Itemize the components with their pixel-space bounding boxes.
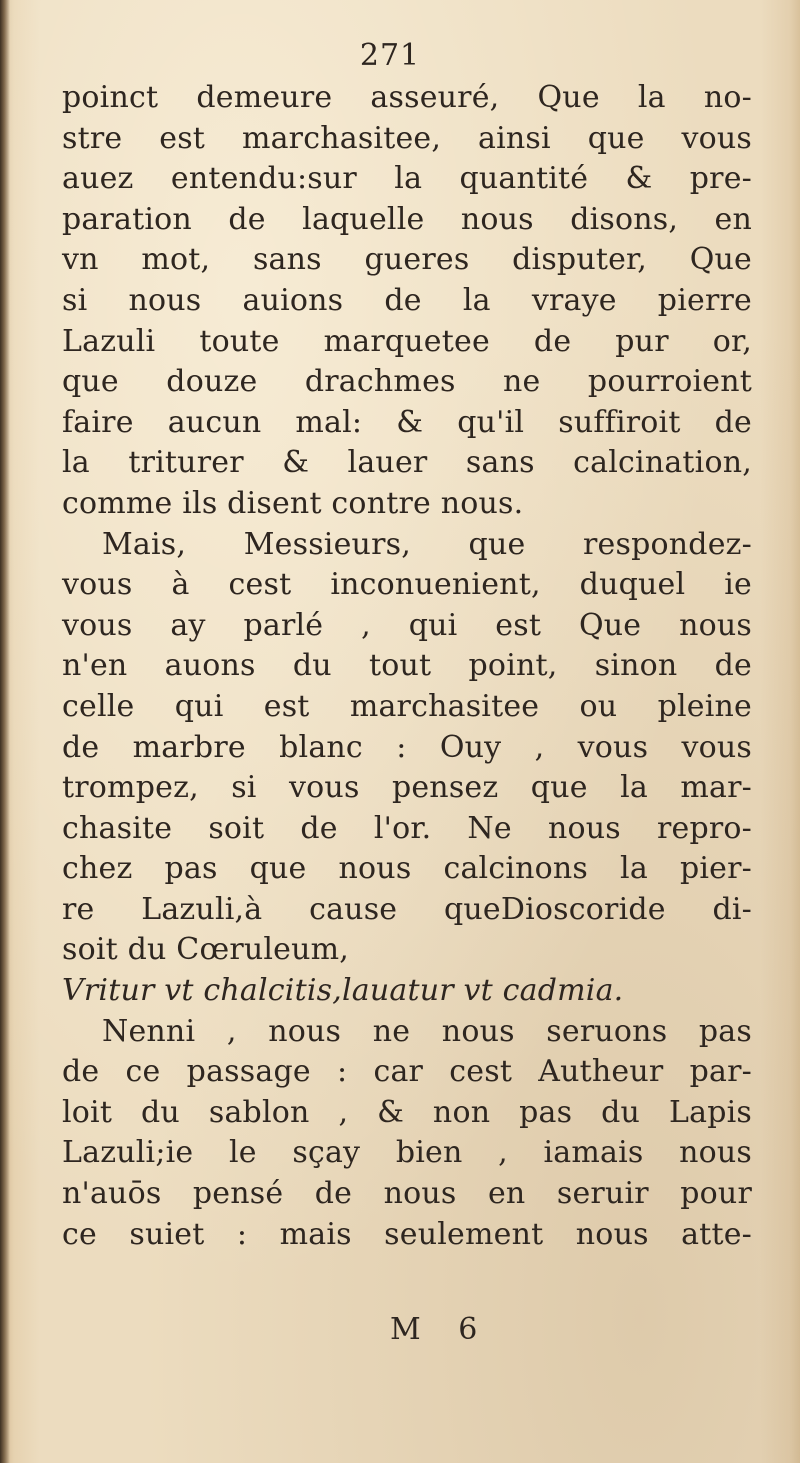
- text-line: de marbre blanc : Ouy , vous vous: [62, 729, 752, 765]
- body-text: [62, 78, 752, 1255]
- text-line: chez pas que nous calcinons la pier-: [62, 851, 752, 887]
- text-line: Lazuli;ie le sçay bien , iamais nous: [62, 1135, 752, 1171]
- text-line: paration de laquelle nous disons, en: [62, 201, 752, 237]
- text-line: que douze drachmes ne pourroient: [62, 364, 752, 400]
- text-line: trompez, si vous pensez que la mar-: [62, 770, 752, 806]
- text-line: de ce passage : car cest Autheur par-: [62, 1054, 752, 1090]
- latin-quotation-line: Vritur vt chalcitis,lauatur vt cadmia.: [62, 973, 624, 1009]
- text-line: vous ay parlé , qui est Que nous: [62, 607, 752, 643]
- text-line: re Lazuli,à cause queDioscoride di-: [62, 891, 752, 927]
- text-line: ce suiet : mais seulement nous atte-: [62, 1216, 752, 1252]
- text-line: soit du Cœruleum,: [62, 932, 350, 968]
- page-gutter-shadow: [0, 0, 10, 1463]
- text-line: n'auōs pensé de nous en seruir pour: [62, 1176, 752, 1212]
- text-line: vous à cest inconuenient, duquel ie: [62, 567, 752, 603]
- signature-mark: M 6: [390, 1312, 492, 1347]
- text-line: Lazuli toute marquetee de pur or,: [62, 323, 752, 359]
- paragraph-start-line: Mais, Messieurs, que respondez-: [102, 526, 752, 562]
- text-line: loit du sablon , & non pas du Lapis: [62, 1094, 752, 1130]
- text-line: chasite soit de l'or. Ne nous repro-: [62, 810, 752, 846]
- text-line: comme ils disent contre nous.: [62, 485, 524, 521]
- page-number: 271: [359, 38, 421, 73]
- text-line: poinct demeure asseuré, Que la no-: [62, 80, 752, 115]
- text-line: n'en auons du tout point, sinon de: [62, 648, 752, 684]
- text-line: stre est marchasitee, ainsi que vous: [62, 120, 752, 156]
- text-line: vn mot, sans gueres disputer, Que: [62, 242, 752, 278]
- text-line: auez entendu:sur la quantité & pre-: [62, 161, 752, 197]
- text-line: celle qui est marchasitee ou pleine: [62, 688, 752, 724]
- text-line: la triturer & lauer sans calcination,: [62, 445, 752, 481]
- paragraph-start-line: Nenni , nous ne nous seruons pas: [102, 1013, 752, 1049]
- text-line: faire aucun mal: & qu'il suffiroit de: [62, 404, 752, 440]
- text-line: si nous auions de la vraye pierre: [62, 282, 752, 318]
